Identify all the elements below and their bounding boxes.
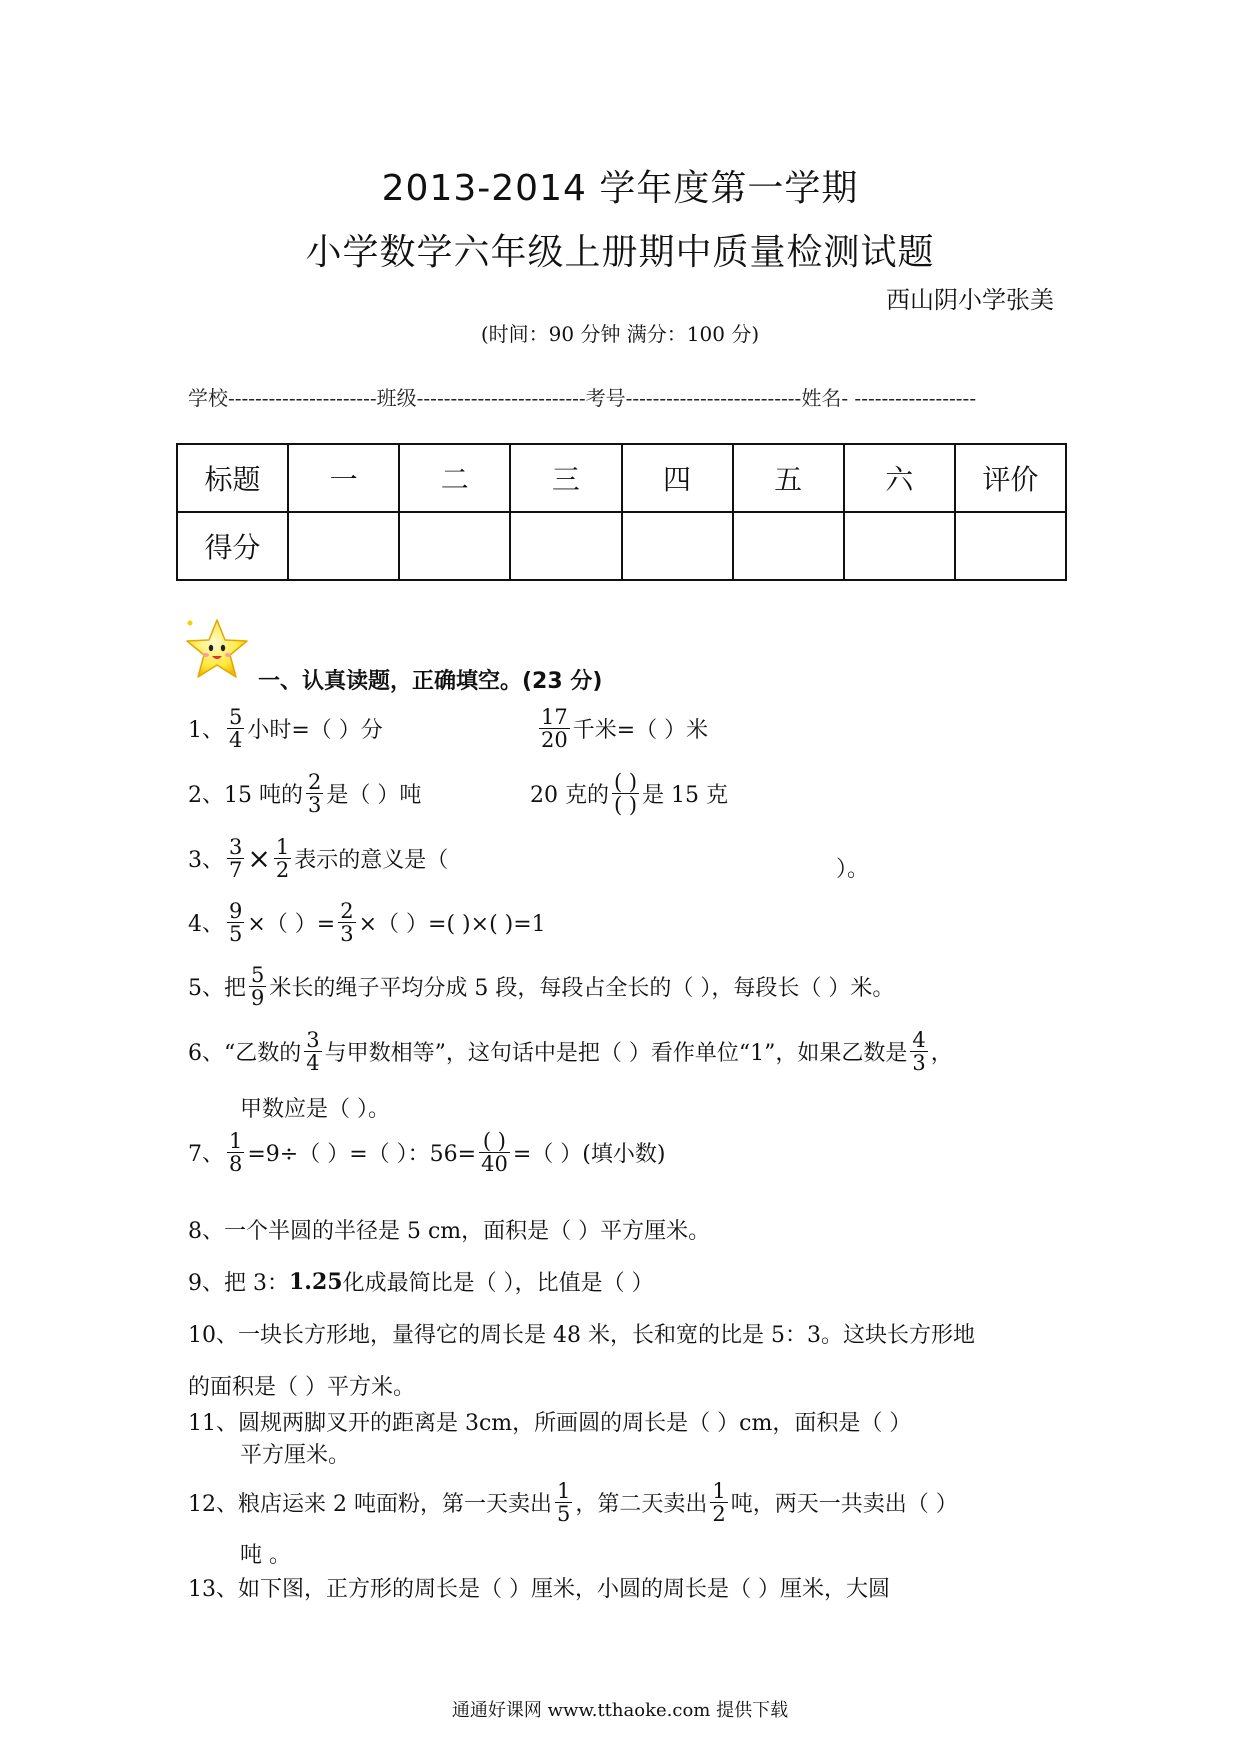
denominator: 4 bbox=[306, 1051, 320, 1076]
score-header-cell: 评价 bbox=[955, 444, 1066, 512]
numerator: 1 bbox=[275, 835, 290, 859]
question-10 bbox=[188, 1318, 975, 1349]
question-text: 与甲数相等”，这句话中是把（ ）看作单位“1”，如果乙数是 bbox=[324, 1041, 908, 1067]
section-1-heading: 一、认真读题，正确填空。(23 分) bbox=[258, 669, 603, 694]
question-number: 2、 bbox=[188, 783, 224, 809]
fraction bbox=[304, 1029, 321, 1074]
question-text: 化成最简比是（ ），比值是（ ） bbox=[342, 1271, 654, 1296]
numerator: 1 bbox=[712, 1479, 726, 1503]
score-row-label: 得分 bbox=[177, 512, 288, 580]
denominator: 20 bbox=[541, 728, 568, 753]
question-number: 3、 bbox=[188, 848, 224, 874]
question-text: 9、把 3： bbox=[188, 1271, 289, 1296]
question-text: ×（ ）=( )×( )=1 bbox=[358, 912, 546, 938]
numerator: 17 bbox=[541, 705, 568, 729]
question-text: 吨，两天一共卖出（ ） bbox=[730, 1492, 958, 1518]
exam-meta: (时间：90 分钟 满分：100 分) bbox=[480, 322, 760, 346]
question-13 bbox=[188, 1572, 890, 1603]
question-number: 7、 bbox=[188, 1142, 224, 1168]
denominator: 2 bbox=[275, 858, 290, 883]
question-text: 的面积是（ ）平方米。 bbox=[188, 1375, 415, 1400]
question-text: 甲数应是（ ）。 bbox=[240, 1097, 390, 1122]
question-7 bbox=[188, 1130, 665, 1175]
denominator: 5 bbox=[556, 1502, 571, 1527]
denominator: 7 bbox=[229, 858, 243, 883]
question-text: 千米=（ ）米 bbox=[572, 718, 709, 744]
fraction bbox=[227, 836, 244, 881]
fraction bbox=[479, 1130, 510, 1175]
author: 西山阴小学张美 bbox=[886, 286, 1054, 314]
denominator: 5 bbox=[229, 922, 243, 947]
denominator: 3 bbox=[340, 922, 354, 947]
question-number: 1、 bbox=[188, 718, 224, 744]
numerator: 3 bbox=[306, 1028, 320, 1052]
denominator: 40 bbox=[481, 1152, 508, 1177]
question-number: 4、 bbox=[188, 912, 224, 938]
denominator: 3 bbox=[308, 793, 322, 818]
question-9 bbox=[188, 1266, 654, 1297]
score-cell[interactable] bbox=[844, 512, 955, 580]
question-2 bbox=[188, 771, 421, 816]
numerator: ( ) bbox=[614, 770, 638, 794]
question-text: 平方厘米。 bbox=[240, 1443, 351, 1468]
denominator: 4 bbox=[229, 728, 243, 753]
question-12-line2 bbox=[240, 1538, 291, 1569]
score-header-cell: 二 bbox=[399, 444, 510, 512]
fraction bbox=[227, 1130, 244, 1175]
question-2b bbox=[530, 771, 728, 816]
denominator: 3 bbox=[912, 1051, 926, 1076]
question-text: ，第二天卖出 bbox=[575, 1492, 708, 1518]
question-text: ）。 bbox=[836, 857, 870, 882]
question-text: =（ ）(填小数) bbox=[512, 1142, 666, 1168]
question-text: ， bbox=[930, 1041, 953, 1067]
numerator: 1 bbox=[556, 1479, 571, 1503]
numerator: 1 bbox=[229, 1129, 243, 1153]
question-text: 表示的意义是（ bbox=[294, 848, 449, 874]
denominator: ( ) bbox=[614, 793, 638, 818]
question-text: 米长的绳子平均分成 5 段，每段占全长的（ ），每段长（ ）米。 bbox=[269, 976, 895, 1002]
numerator: 9 bbox=[229, 899, 243, 923]
score-table bbox=[176, 443, 1067, 581]
question-5 bbox=[188, 964, 894, 1009]
question-3 bbox=[188, 836, 448, 881]
fraction bbox=[539, 706, 570, 751]
denominator: 2 bbox=[712, 1502, 726, 1527]
score-header-cell: 四 bbox=[622, 444, 733, 512]
question-text: =9÷（ ）=（ ）：56= bbox=[247, 1142, 477, 1168]
question-number: 5、把 bbox=[188, 976, 246, 1002]
student-info-fields: 学校----------------------班级-------------------------考号--------------------------姓名- ------------------ bbox=[188, 386, 977, 410]
question-text: 8、一个半圆的半径是 5 cm，面积是（ ）平方厘米。 bbox=[188, 1219, 711, 1244]
fraction bbox=[306, 771, 323, 816]
question-11 bbox=[188, 1406, 911, 1437]
question-text: 20 克的 bbox=[530, 783, 609, 809]
score-cell[interactable] bbox=[733, 512, 844, 580]
question-10-line2 bbox=[188, 1370, 415, 1401]
score-table-header-row bbox=[177, 444, 1066, 512]
multiply-sign: × bbox=[247, 842, 271, 876]
fraction bbox=[710, 1480, 727, 1525]
fraction bbox=[227, 706, 244, 751]
question-text: 是（ ）吨 bbox=[326, 783, 422, 809]
numerator: 4 bbox=[912, 1028, 926, 1052]
question-12 bbox=[188, 1480, 958, 1525]
exam-title-line2: 小学数学六年级上册期中质量检测试题 bbox=[305, 232, 935, 273]
fraction bbox=[338, 900, 355, 945]
score-cell[interactable] bbox=[399, 512, 510, 580]
numerator: 2 bbox=[308, 770, 322, 794]
question-8 bbox=[188, 1214, 710, 1245]
score-header-cell: 六 bbox=[844, 444, 955, 512]
denominator: 9 bbox=[251, 986, 265, 1011]
denominator: 8 bbox=[229, 1152, 243, 1177]
question-text: 11、圆规两脚叉开的距离是 3cm，所画圆的周长是（ ）cm，面积是（ ） bbox=[188, 1411, 912, 1436]
question-text: 12、粮店运来 2 吨面粉，第一天卖出 bbox=[188, 1492, 552, 1518]
fraction bbox=[249, 964, 266, 1009]
fraction bbox=[555, 1480, 572, 1525]
score-header-cell: 五 bbox=[733, 444, 844, 512]
question-text: 小时=（ ）分 bbox=[247, 718, 383, 744]
score-header-cell: 一 bbox=[288, 444, 399, 512]
score-cell[interactable] bbox=[955, 512, 1066, 580]
question-text: 13、如下图，正方形的周长是（ ）厘米，小圆的周长是（ ）厘米，大圆 bbox=[188, 1577, 890, 1602]
score-cell[interactable] bbox=[622, 512, 733, 580]
question-6 bbox=[188, 1029, 953, 1074]
question-text: 是 15 克 bbox=[642, 783, 729, 809]
fraction bbox=[910, 1029, 927, 1074]
smiling-star-icon bbox=[184, 617, 250, 683]
score-header-cell: 三 bbox=[510, 444, 621, 512]
question-1 bbox=[188, 706, 383, 751]
score-header-cell: 标题 bbox=[177, 444, 288, 512]
question-1b bbox=[536, 706, 708, 751]
exam-title-line1: 2013-2014 学年度第一学期 bbox=[381, 168, 859, 209]
score-table-score-row bbox=[177, 512, 1066, 580]
fraction bbox=[274, 836, 291, 881]
ratio-value: 1.25 bbox=[289, 1268, 343, 1295]
numerator: 5 bbox=[251, 963, 265, 987]
question-number: 6、“乙数的 bbox=[188, 1041, 302, 1067]
question-11-line2 bbox=[240, 1438, 350, 1469]
question-4 bbox=[188, 900, 546, 945]
question-text: 吨 。 bbox=[240, 1543, 291, 1568]
question-text: ×（ ）= bbox=[247, 912, 336, 938]
question-text: 10、一块长方形地，量得它的周长是 48 米，长和宽的比是 5：3。这块长方形地 bbox=[188, 1323, 975, 1348]
footer-text: 通通好课网 www.tthaoke.com 提供下载 bbox=[451, 1700, 789, 1721]
numerator: 2 bbox=[340, 899, 354, 923]
numerator: ( ) bbox=[482, 1129, 506, 1153]
fraction bbox=[612, 771, 639, 816]
score-cell[interactable] bbox=[510, 512, 621, 580]
question-6-line2 bbox=[240, 1092, 390, 1123]
question-text: 15 吨的 bbox=[224, 783, 303, 809]
score-cell[interactable] bbox=[288, 512, 399, 580]
fraction bbox=[227, 900, 244, 945]
question-3-end bbox=[836, 852, 869, 883]
numerator: 5 bbox=[229, 705, 243, 729]
numerator: 3 bbox=[229, 835, 243, 859]
